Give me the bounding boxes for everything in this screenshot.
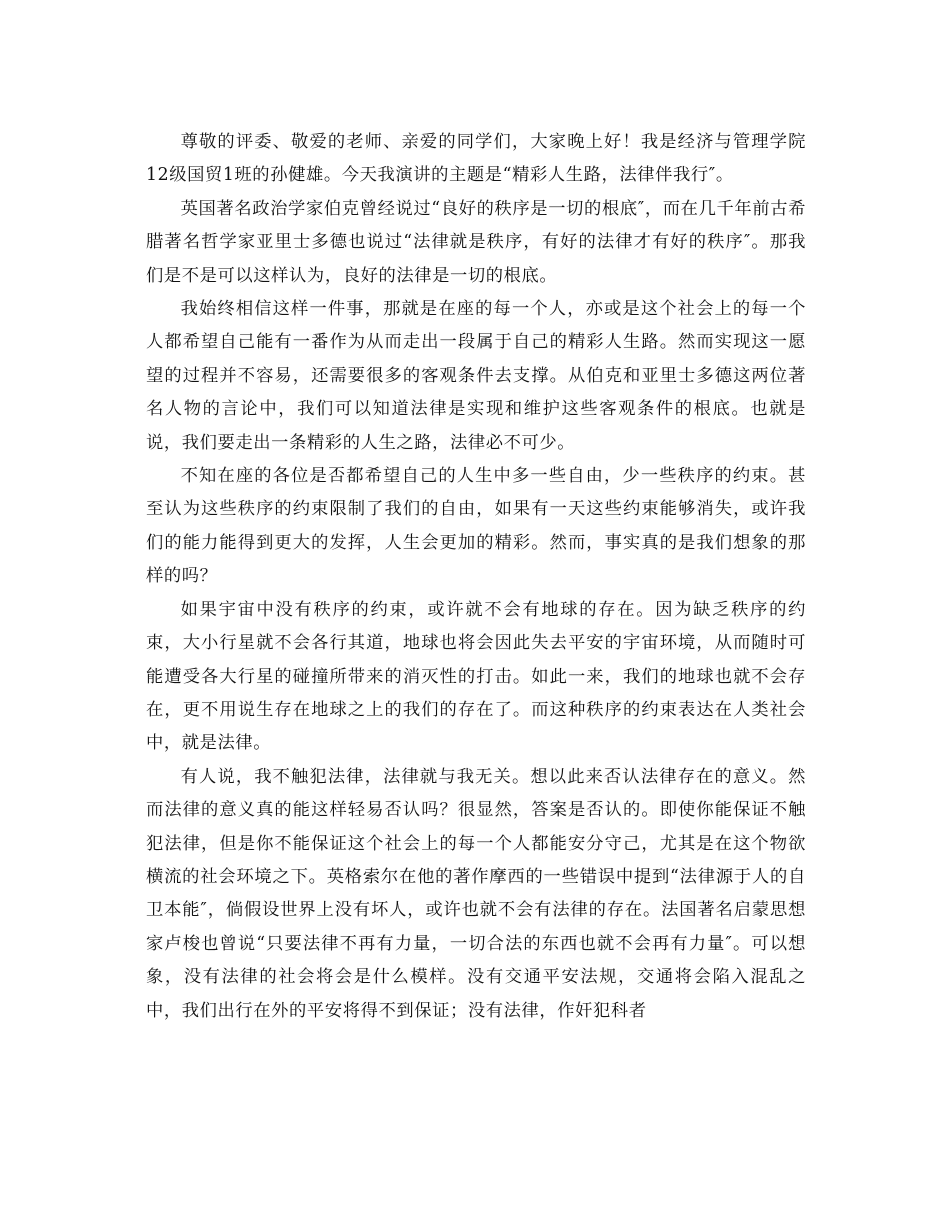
- paragraph-belief: 我始终相信这样一件事，那就是在座的每一个人，亦或是这个社会上的每一个人都希望自己能有一番作为从而走出一段属于自己的精彩人生路。然而实现这一愿望的过程并不容易，还需要很多的客观条件去支撑。从伯克和亚里士多德这两位著名人物的言论中，我们可以知道法律是实现和维护这些客观条件的根底。也就是说，我们要走出一条精彩的人生之路，法律必不可少。: [146, 299, 806, 453]
- paragraph-universe-order: 如果宇宙中没有秩序的约束，或许就不会有地球的存在。因为缺乏秩序的约束，大小行星就不会各行其道，地球也将会因此失去平安的宇宙环境，从而随时可能遭受各大行星的碰撞所带来的消灭性的打击。如此一来，我们的地球也就不会存在，更不用说生存在地球之上的我们的存在了。而这种秩序的约束表达在人类社会中，就是法律。: [146, 599, 806, 754]
- paragraph-greeting: 尊敬的评委、敬爱的老师、亲爱的同学们，大家晚上好！我是经济与管理学院12级国贸1班的孙健雄。今天我演讲的主题是“精彩人生路，法律伴我行″。: [146, 132, 806, 186]
- paragraph-law-meaning: 有人说，我不触犯法律，法律就与我无关。想以此来否认法律存在的意义。然而法律的意义真的能这样轻易否认吗？很显然，答案是否认的。即使你能保证不触犯法律，但是你不能保证这个社会上的每一个人都能安分守己，尤其是在这个物欲横流的社会环境之下。英格索尔在他的著作摩西的一些错误中提到“法律源于人的自卫本能″，倘假设世界上没有坏人，或许也就不会有法律的存在。法国著名启蒙思想家卢梭也曾说“只要法律不再有力量，一切合法的东西也就不会再有力量″。可以想象，没有法律的社会将会是什么模样。没有交通平安法规，交通将会陷入混乱之中，我们出行在外的平安将得不到保证；没有法律，作奸犯科者: [146, 766, 806, 1021]
- paragraph-burke-aristotle: 英国著名政治学家伯克曾经说过“良好的秩序是一切的根底″，而在几千年前古希腊著名哲学家亚里士多德也说过“法律就是秩序，有好的法律才有好的秩序″。那我们是不是可以这样认为，良好的法律是一切的根底。: [146, 198, 806, 286]
- document-body: [146, 126, 806, 1028]
- paragraph-freedom: 不知在座的各位是否都希望自己的人生中多一些自由，少一些秩序的约束。甚至认为这些秩序的约束限制了我们的自由，如果有一天这些约束能够消失，或许我们的能力能得到更大的发挥，人生会更加的精彩。然而，事实真的是我们想象的那样的吗？: [146, 466, 806, 587]
